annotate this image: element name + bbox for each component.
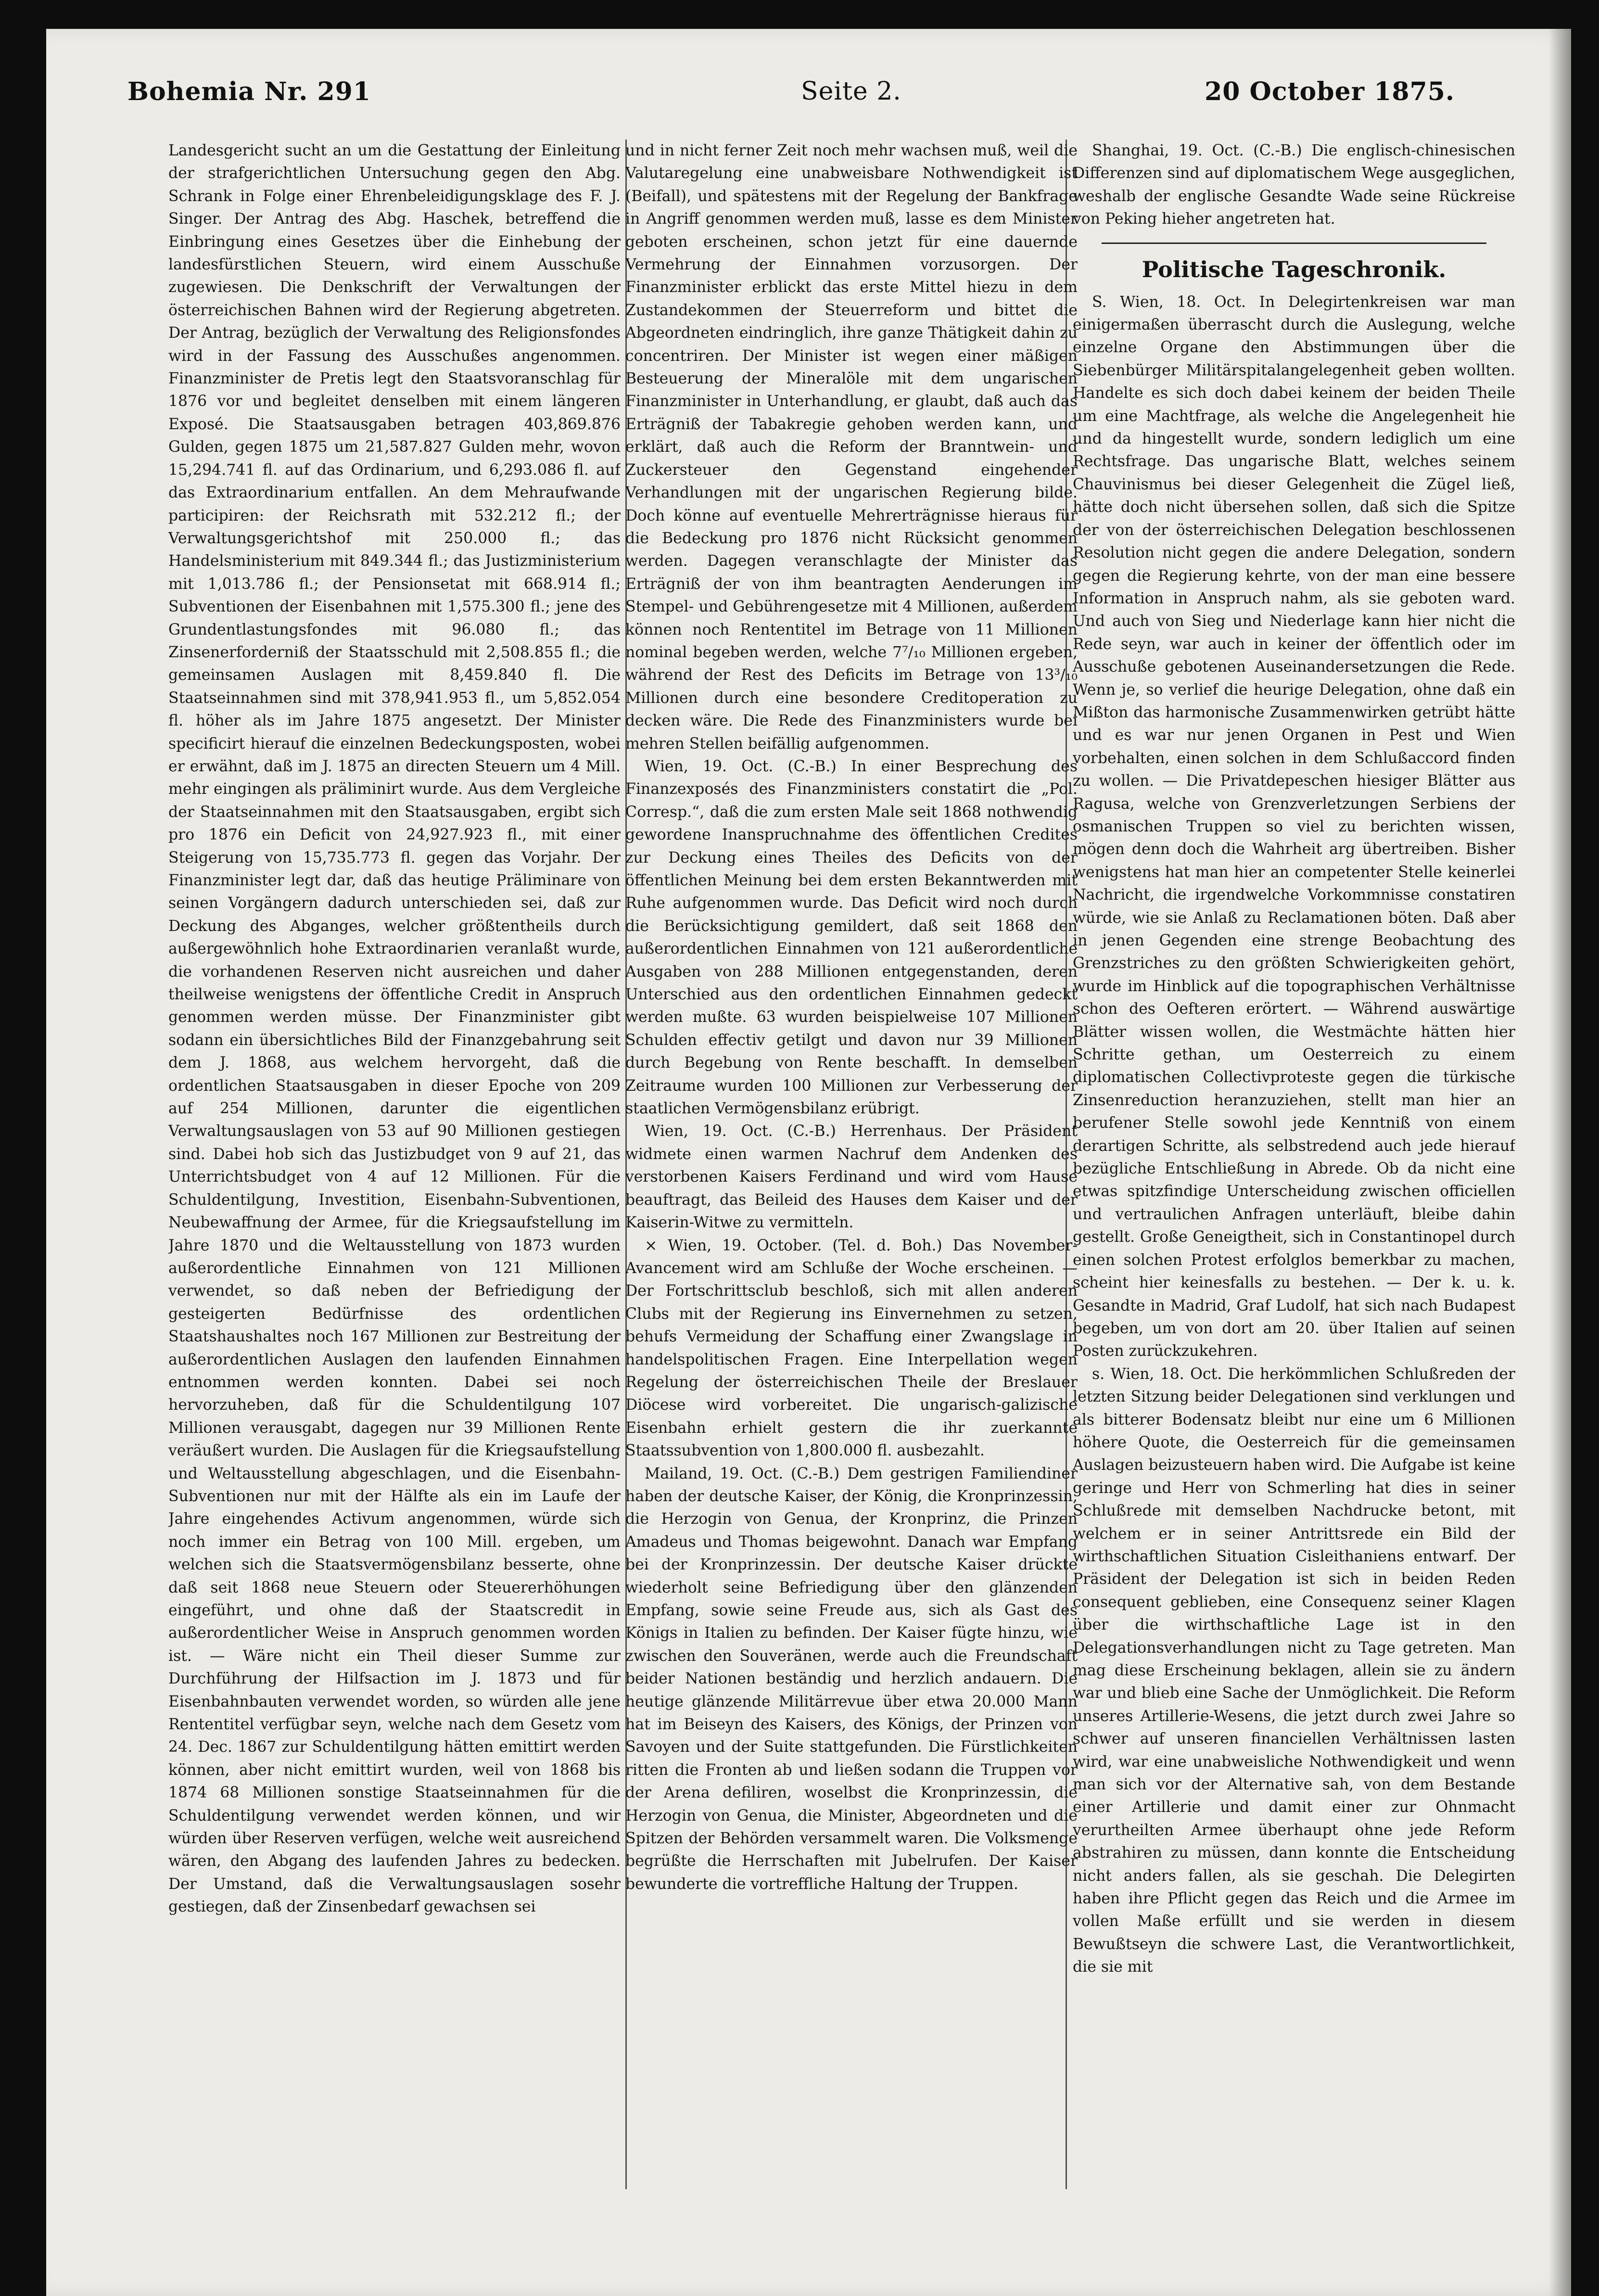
article-wien-telegram: × Wien, 19. October. (Tel. d. Boh.) Das November-Avancement wird am Schluße der Woche erscheinen. — Der Fortschrittsclub beschloß, sich mit allen anderen Clubs mit der Regierung ins Einvernehmen zu setzen, behufs Vermeidung der Schaffung einer Zwangslage in handelspolitischen Fragen. Eine Interpellation wegen Regelung der österreichischen Theile der Breslauer Diöcese wird vorbereitet. Die ungarisch-galizische Eisenbahn erhielt gestern die ihr zuerkannte Staatssubvention von 1,800.000 fl. ausbezahlt. (625, 1237, 1078, 1460)
page-header (0, 77, 1599, 120)
section-divider (1102, 242, 1486, 244)
column-1 (168, 140, 621, 2199)
article-paragraph: und in nicht ferner Zeit noch mehr wachsen muß, weil die Valutaregelung eine unabweisbare Nothwendigkeit ist (Beifall), und spätestens mit der Regelung der Bankfrage in Angriff genommen werden muß, lasse es dem Minister geboten erscheinen, schon jetzt für eine dauernde Vermehrung der Einnahmen vorzusorgen. Der Finanzminister erblickt das erste Mittel hiezu in dem Zustandekommen der Steuerreform und bittet die Abgeordneten eindringlich, ihre ganze Thätigkeit dahin zu concentriren. Der Minister ist wegen einer mäßigen Besteuerung der Mineralöle mit dem ungarischen Finanzminister in Unterhandlung, er glaubt, daß auch das Erträgniß der Tabakregie gehoben werden kann, und erklärt, daß auch die Reform der Branntwein- und Zuckersteuer den Gegenstand eingehender Verhandlungen mit der ungarischen Regierung bilde. Doch könne auf eventuelle Mehrerträgnisse hieraus für die Bedeckung pro 1876 nicht Rücksicht genommen werden. Dagegen veranschlagte der Minister das Erträgniß der von ihm beantragten Aenderungen im Stempel- und Gebührengesetze mit 4 Millionen, außerdem können noch Rententitel im Betrage von 11 Millionen nominal begeben werden, welche 7⁷/₁₀ Millionen ergeben, während der Rest des Deficits im Betrage von 13³/₁₀ Millionen durch eine besondere Creditoperation zu decken wäre. Die Rede des Finanzministers wurde bei mehren Stellen beifällig aufgenommen. (625, 142, 1078, 753)
page-number: Seite 2. (801, 77, 901, 106)
article-wien-schlussreden: s. Wien, 18. Oct. Die herkömmlichen Schlußreden der letzten Sitzung beider Delegationen sind verklungen und als bitterer Bodensatz bleibt nur eine um 6 Millionen höhere Quote, die Oesterreich für die gemeinsamen Auslagen beizusteuern haben wird. Die Aufgabe ist keine geringe und Herr von Schmerling hat dies in seiner Schlußrede mit demselben Nachdrucke betont, mit welchem er in seiner Antrittsrede ein Bild der wirthschaftlichen Situation Cisleithaniens entwarf. Der Präsident der Delegation ist sich in beiden Reden consequent geblieben, eine Consequenz seiner Klagen über die wirthschaftliche Lage ist in den Delegationsverhandlungen nicht zu Tage getreten. Man mag diese Erscheinung beklagen, allein sie zu ändern war und blieb eine Sache der Unmöglichkeit. Die Reform unseres Artillerie-Wesens, die jetzt durch zwei Jahre so schwer auf unseren financiellen Verhältnissen lasten wird, war eine unabweisliche Nothwendigkeit und wenn man sich vor der Alternative sah, von dem Bestande einer Artillerie und damit einer zur Ohnmacht verurtheilten Armee überhaupt ohne jede Reform abstrahiren zu müssen, dann konnte die Entscheidung nicht anders fallen, als sie geschah. Die Delegirten haben ihre Pflicht gegen das Reich und die Armee im vollen Maße erfüllt und sie werden in diesem Bewußtseyn die schwere Last, die Verantwortlichkeit, die sie mit (1073, 1365, 1515, 1976)
column-2 (625, 140, 1078, 2199)
issue-date: 20 October 1875. (1205, 77, 1455, 106)
article-wien-pol-corresp: Wien, 19. Oct. (C.-B.) In einer Besprechung des Finanzexposés des Finanzministers constatirt die „Pol. Corresp.“, daß die zum ersten Male seit 1868 nothwendig gewordene Inanspruchnahme des öffentlichen Credites zur Deckung eines Theiles des Deficits von der öffentlichen Meinung bei dem ersten Bekanntwerden mit Ruhe aufgenommen wurde. Das Deficit wird noch durch die Berücksichtigung gemildert, daß seit 1868 den außerordentlichen Einnahmen von 121 außerordentliche Ausgaben von 288 Millionen entgegenstanden, deren Unterschied aus den ordentlichen Einnahmen gedeckt werden mußte. 63 wurden beispielweise 107 Millionen Schulden effectiv getilgt und davon nur 39 Millionen durch Begebung von Rente beschafft. In demselben Zeitraume wurden 100 Millionen zur Verbesserung der staatlichen Vermögensbilanz erübrigt. (625, 757, 1078, 1118)
section-title: Politische Tageschronik. (1142, 256, 1447, 282)
article-shanghai: Shanghai, 19. Oct. (C.-B.) Die englisch-chinesischen Differenzen sind auf diplomatischem Wege ausgeglichen, weshalb der englische Gesandte Wade seine Rückreise von Peking hieher angetreten hat. (1073, 142, 1515, 228)
article-mailand: Mailand, 19. Oct. (C.-B.) Dem gestrigen Familiendiner haben der deutsche Kaiser, der König, die Kronprinzessin, die Herzogin von Genua, der Kronprinz, die Prinzen Amadeus und Thomas beigewohnt. Danach war Empfang bei der Kronprinzessin. Der deutsche Kaiser drückte wiederholt seine Befriedigung über den glänzenden Empfang, sowie seine Freude aus, sich als Gast des Königs in Italien zu befinden. Der Kaiser fügte hinzu, wie zwischen den Souveränen, werde auch die Freundschaft beider Nationen beständig und herzlich andauern. Die heutige glänzende Militärrevue über etwa 20.000 Mann hat im Beiseyn des Kaisers, des Königs, der Prinzen von Savoyen und der Suite stattgefunden. Die Fürstlichkeiten ritten die Fronten ab und ließen sodann die Truppen vor der Arena defiliren, woselbst die Kronprinzessin, die Herzogin von Genua, die Minister, Abgeordneten und die Spitzen der Behörden versammelt waren. Die Volksmenge begrüßte die Herrschaften mit Jubelrufen. Der Kaiser bewunderte die vortreffliche Haltung der Truppen. (625, 1465, 1078, 1893)
scan-edge-shadow (1549, 29, 1571, 2296)
article-wien-herrenhaus: Wien, 19. Oct. (C.-B.) Herrenhaus. Der Präsident widmete einen warmen Nachruf dem Andenken des verstorbenen Kaisers Ferdinand und wird vom Hause beauftragt, das Beileid des Hauses dem Kaiser und der Kaiserin-Witwe zu vermitteln. (625, 1122, 1078, 1232)
article-wien-delegation: S. Wien, 18. Oct. In Delegirtenkreisen war man einigermaßen überrascht durch die Auslegung, welche einzelne Organe den Abstimmungen über die Siebenbürger Militärspitalangelegenheit geben wollten. Handelte es sich doch dabei keinem der beiden Theile um eine Machtfrage, als welche die Angelegenheit hie und da hingestellt wurde, sondern lediglich um eine Rechtsfrage. Das ungarische Blatt, welches seinem Chauvinismus bei dieser Gelegenheit die Zügel ließ, hätte doch nicht übersehen sollen, daß sich die Spitze der von der österreichischen Delegation beschlossenen Resolution nicht gegen die andere Delegation, sondern gegen die Regierung kehrte, von der man eine bessere Information in Anspruch nahm, als sie geboten ward. Und auch von Sieg und Niederlage kann hier nicht die Rede seyn, war auch in keiner der öffentlich oder im Ausschuße gebotenen Auseinandersetzungen die Rede. Wenn je, so verlief die heurige Delegation, ohne daß ein Mißton das harmonische Zusammenwirken getrübt hätte und es war nur jenen Organen in Pest und Wien vorbehalten, einen solchen in dem Schlußaccord finden zu wollen. — Die Privatdepeschen hiesiger Blätter aus Ragusa, welche von Grenzverletzungen Serbiens der osmanischen Truppen so viel zu berichten wissen, mögen denn doch die Wahrheit arg übertreiben. Bisher wenigstens hat man hier an competenter Stelle keinerlei Nachricht, die irgendwelche Vorkommnisse constatiren würde, wie sie Anlaß zu Reclamationen böten. Daß aber in jenen Gegenden eine strenge Beobachtung des Grenzstriches zu den größten Schwierigkeiten gehört, wurde im Hinblick auf die topographischen Verhältnisse schon des Oefteren erörtert. — Während auswärtige Blätter wissen wollen, die Westmächte hätten hier Schritte gethan, um Oesterreich zu einem diplomatischen Collectivproteste gegen die türkische Zinsenreduction heranzuziehen, stellt man hier an berufener Stelle sowohl jede Kenntniß von einem derartigen Schritte, als selbstredend auch jede hierauf bezügliche Entschließung in Abrede. Ob da nicht eine etwas spitzfindige Unterscheidung zwischen officiellen und vertraulichen Anfragen unterläuft, bleibe dahin gestellt. Große Geneigtheit, sich in Constantinopel durch einen solchen Protest erfolglos bemerkbar zu machen, scheint hier keinesfalls zu bestehen. — Der k. u. k. Gesandte in Madrid, Graf Ludolf, hat sich nach Budapest begeben, um von dort am 20. über Italien auf seinen Posten zurückzukehren. (1073, 293, 1515, 1360)
article-paragraph: Landesgericht sucht an um die Gestattung der Einleitung der strafgerichtlichen Untersuchung gegen den Abg. Schrank in Folge einer Ehrenbeleidigungsklage des F. J. Singer. Der Antrag des Abg. Haschek, betreffend die Einbringung eines Gesetzes über die Einhebung der landesfürstlichen Steuern, wird einem Ausschuße zugewiesen. Die Denkschrift der Verwaltungen der österreichischen Bahnen wird der Regierung abgetreten. Der Antrag, bezüglich der Verwaltung des Religionsfondes wird in der Fassung des Ausschußes angenommen. Finanzminister de Pretis legt den Staatsvoranschlag für 1876 vor und begleitet denselben mit einem längeren Exposé. Die Staatsausgaben betragen 403,869.876 Gulden, gegen 1875 um 21,587.827 Gulden mehr, wovon 15,294.741 fl. auf das Ordinarium, und 6,293.086 fl. auf das Extraordinarium entfallen. An dem Mehraufwande participiren: der Reichsrath mit 532.212 fl.; der Verwaltungsgerichtshof mit 250.000 fl.; das Handelsministerium mit 849.344 fl.; das Justizministerium mit 1,013.786 fl.; der Pensionsetat mit 668.914 fl.; Subventionen der Eisenbahnen mit 1,575.300 fl.; jene des Grundentlastungsfondes mit 96.080 fl.; das Zinsenerforderniß der Staatsschuld mit 2,508.855 fl.; die gemeinsamen Auslagen mit 8,459.840 fl. Die Staatseinnahmen sind mit 378,941.953 fl., um 5,852.054 fl. höher als im Jahre 1875 angesetzt. Der Minister specificirt hierauf die einzelnen Bedeckungsposten, wobei er erwähnt, daß im J. 1875 an directen Steuern um 4 Mill. mehr eingingen als präliminirt wurde. Aus dem Vergleiche der Staatseinnahmen mit den Staatsausgaben, ergibt sich pro 1876 ein Deficit von 24,927.923 fl., mit einer Steigerung von 15,735.773 fl. gegen das Vorjahr. Der Finanzminister legt dar, daß das heutige Präliminare von seinen Vorgängern dadurch unterschieden sei, daß zur Deckung des Abganges, welcher größtentheils durch außergewöhnlich hohe Extraordinarien veranlaßt wurde, die vorhandenen Reserven nicht ausreichen und daher theilweise wenigstens der öffentliche Credit in Anspruch genommen werden müsse. Der Finanzminister gibt sodann ein übersichtliches Bild der Finanzgebahrung seit dem J. 1868, aus welchem hervorgeht, daß die ordentlichen Staatsausgaben in dieser Epoche von 209 auf 254 Millionen, darunter die eigentlichen Verwaltungsauslagen von 53 auf 90 Millionen gestiegen sind. Dabei hob sich das Justizbudget von 9 auf 21, das Unterrichtsbudget von 4 auf 12 Millionen. Für die Schuldentilgung, Investition, Eisenbahn-Subventionen, Neubewaffnung der Armee, für die Kriegsaufstellung im Jahre 1870 und die Weltausstellung von 1873 wurden außerordentliche Einnahmen von 121 Millionen verwendet, so daß neben der Befriedigung der gesteigerten Bedürfnisse des ordentlichen Staatshaushaltes noch 167 Millionen zur Bestreitung der außerordentlichen Auslagen den laufenden Einnahmen entnommen werden konnten. Dabei sei noch hervorzuheben, daß für die Schuldentilgung 107 Millionen verausgabt, dagegen nur 39 Millionen Rente veräußert wurden. Die Auslagen für die Kriegsaufstellung und Weltausstellung abgeschlagen, und die Eisenbahn-Subventionen nur mit der Hälfte als ein im Laufe der Jahre eingehendes Activum angenommen, würde sich noch immer ein Betrag von 100 Mill. ergeben, um welchen sich die Staatsvermögensbilanz besserte, ohne daß seit 1868 neue Steuern oder Steuererhöhungen eingeführt, und ohne daß der Staatscredit in außerordentlicher Weise in Anspruch genommen worden ist. — Wäre nicht ein Theil dieser Summe zur Durchführung der Hilfsaction im J. 1873 und für Eisenbahnbauten verwendet worden, so würden alle jene Rententitel verfügbar seyn, welche nach dem Gesetz vom 24. Dec. 1867 zur Schuldentilgung hätten emittirt werden können, aber nicht emittirt wurden, weil von 1868 bis 1874 68 Millionen sonstige Staatseinnahmen für die Schuldentilgung verwendet werden können, und wir würden über Reserven verfügen, welche weit ausreichend wären, den Abgang des laufenden Jahres zu bedecken. Der Umstand, daß die Verwaltungsauslagen sosehr gestiegen, daß der Zinsenbedarf gewachsen sei (168, 142, 621, 1916)
column-3 (1073, 140, 1515, 2199)
masthead-issue: Bohemia Nr. 291 (127, 77, 371, 106)
